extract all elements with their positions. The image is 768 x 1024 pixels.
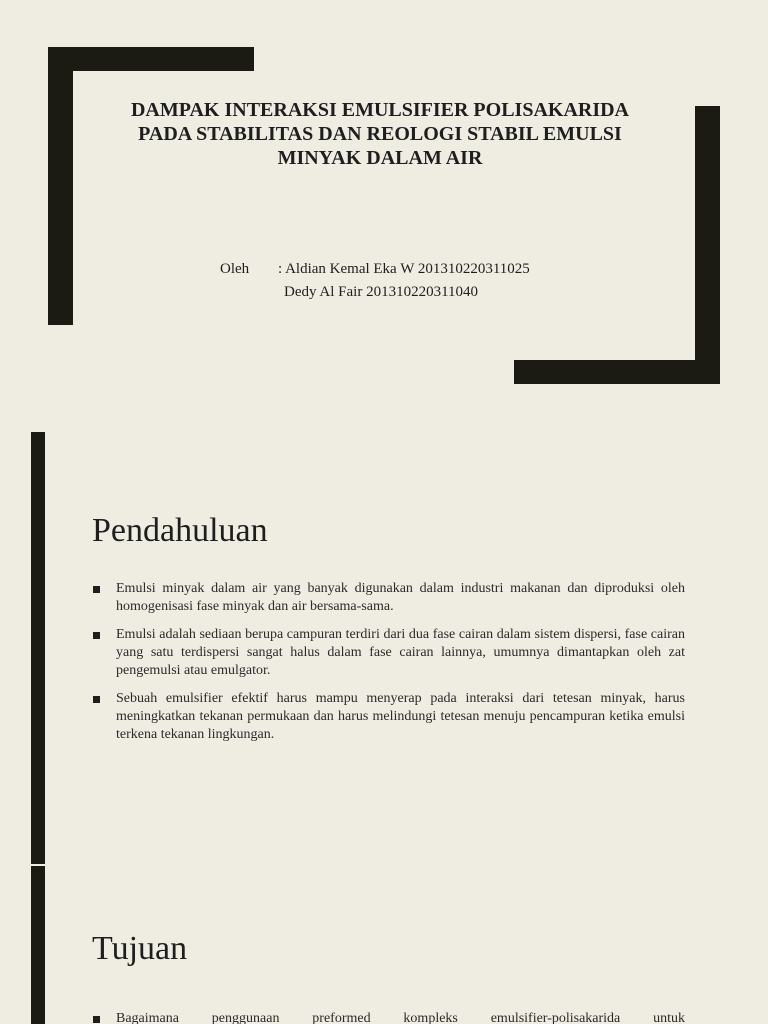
list-item: [92, 690, 685, 744]
frame-bar-bottom-right-horizontal: [514, 360, 720, 384]
author-2: Dedy Al Fair 201310220311040: [284, 284, 479, 300]
left-accent-bar: [31, 866, 45, 1024]
presentation-title: DAMPAK INTERAKSI EMULSIFIER POLISAKARIDA PADA STABILITAS DAN REOLOGI STABIL EMULSI MINYAK DALAM AIR: [130, 99, 630, 169]
bullet-list: [92, 580, 685, 754]
list-item: [92, 1010, 685, 1024]
left-accent-bar: [31, 432, 45, 864]
frame-bar-top-left-horizontal: [48, 47, 254, 71]
slide-heading: Pendahuluan: [92, 512, 268, 549]
slide-heading: Tujuan: [92, 930, 188, 967]
bullet-text: Emulsi minyak dalam air yang banyak digunakan dalam industri makanan dan diproduksi oleh homogenisasi fase minyak dan air bersama-sama.: [116, 581, 685, 614]
intro-slide: [0, 432, 768, 864]
list-item: [92, 580, 685, 616]
frame-bar-top-left-vertical: [48, 47, 73, 325]
square-bullet-icon: [93, 1016, 100, 1023]
author-label: Oleh: [220, 261, 250, 277]
bullet-text: Emulsi adalah sediaan berupa campuran terdiri dari dua fase cairan dalam sistem dispersi, fase cairan yang satu terdispersi sangat halus dalam fase cairan lainnya, umumnya dimantapkan oleh zat pengemulsi atau emulgator.: [116, 627, 685, 678]
author-block: [220, 258, 530, 304]
objective-slide: [0, 864, 768, 1024]
frame-bar-bottom-right-vertical: [695, 106, 720, 384]
bullet-text: Bagaimana penggunaan preformed kompleks emulsifier-polisakarida untuk: [116, 1011, 685, 1024]
bullet-text: Sebuah emulsifier efektif harus mampu menyerap pada interaksi dari tetesan minyak, harus meningkatkan tekanan permukaan dan harus melindungi tetesan menuju pencampuran ketika emulsi terkena tekanan lingkungan.: [116, 691, 685, 742]
title-slide: [0, 0, 768, 432]
author-1: : Aldian Kemal Eka W 201310220311025: [278, 261, 530, 277]
bullet-list: [92, 1010, 685, 1024]
square-bullet-icon: [93, 586, 100, 593]
square-bullet-icon: [93, 696, 100, 703]
list-item: [92, 626, 685, 680]
square-bullet-icon: [93, 632, 100, 639]
